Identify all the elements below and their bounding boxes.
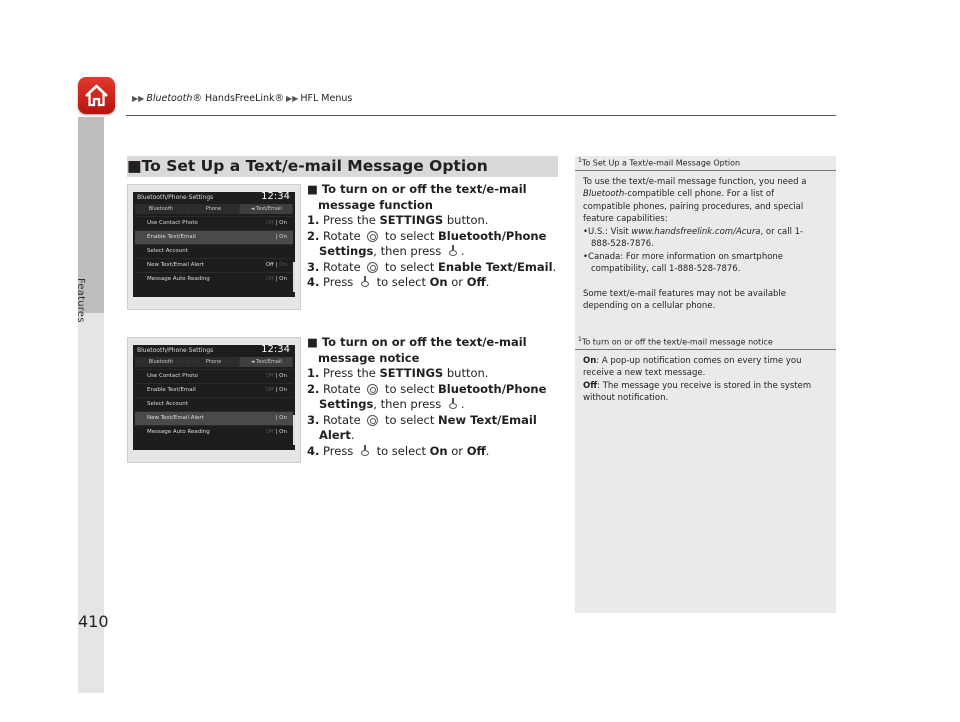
screen-row-value: | On bbox=[275, 234, 287, 240]
screen-scrollbar bbox=[293, 415, 295, 445]
note-header: $^1$To turn on or off the text/e-mail message notice bbox=[578, 336, 773, 347]
procedure-heading-cont: message notice bbox=[318, 350, 420, 365]
screen-row bbox=[135, 258, 293, 272]
note-header: $^1$To Set Up a Text/e-mail Message Option bbox=[578, 157, 741, 168]
screen-row-label: Enable Text/Email bbox=[147, 234, 196, 240]
header-divider bbox=[126, 115, 836, 116]
settings-screen-image bbox=[127, 184, 301, 310]
screen-row-label: New Text/Email Alert bbox=[147, 415, 204, 421]
screen-row bbox=[135, 272, 293, 286]
step-1: 1. Press the SETTINGS button. bbox=[307, 213, 489, 227]
rotate-knob-icon bbox=[367, 415, 378, 426]
screen-clock: 12:34 bbox=[261, 191, 290, 202]
screen-row-label: Message Auto Reading bbox=[147, 276, 210, 282]
note-text: On: A pop-up notification comes on every time you bbox=[583, 355, 802, 366]
screen-row-value: Off | On bbox=[265, 262, 287, 268]
step-4: 4. Press to select On or Off. bbox=[307, 443, 490, 458]
rotate-knob-icon bbox=[367, 384, 378, 395]
breadcrumb-arrow-icon: ▶▶ bbox=[286, 94, 299, 103]
breadcrumb-item[interactable]: ® HandsFreeLink® bbox=[192, 93, 285, 104]
screen-tabs bbox=[135, 357, 293, 367]
procedure-heading: ■ To turn on or off the text/e-mail bbox=[307, 182, 527, 196]
step-2: 2. Rotate to select Bluetooth/Phone bbox=[307, 228, 547, 243]
side-section-label: Features bbox=[75, 278, 86, 323]
procedure-text-function bbox=[307, 182, 556, 291]
screen-row bbox=[135, 369, 293, 383]
breadcrumb bbox=[130, 93, 352, 104]
step-3: 3. Rotate to select New Text/Email bbox=[307, 412, 537, 427]
note-text: Bluetooth-compatible cell phone. For a list of bbox=[583, 189, 775, 200]
step-1: 1. Press the SETTINGS button. bbox=[307, 366, 489, 380]
screen-display bbox=[133, 345, 295, 450]
screen-row-label: Use Contact Photo bbox=[147, 220, 198, 226]
note-text: To use the text/e-mail message function, you need a bbox=[583, 176, 807, 187]
note-text: Some text/e-mail features may not be available bbox=[583, 288, 787, 299]
press-knob-icon bbox=[448, 245, 458, 257]
screen-row-value: Off | On bbox=[265, 276, 287, 282]
screen-display bbox=[133, 192, 295, 297]
breadcrumb-item[interactable]: HFL Menus bbox=[300, 93, 353, 104]
screen-scrollbar bbox=[293, 262, 295, 292]
rotate-knob-icon bbox=[367, 231, 378, 242]
screen-tab: Bluetooth bbox=[135, 204, 188, 214]
screen-row bbox=[135, 425, 293, 439]
side-tab-lower bbox=[78, 313, 104, 693]
step-2: 2. Rotate to select Bluetooth/Phone bbox=[307, 381, 547, 396]
screen-row-value: Off | On bbox=[265, 429, 287, 435]
home-button[interactable] bbox=[78, 77, 115, 114]
screen-tabs bbox=[135, 204, 293, 214]
breadcrumb-arrow-icon: ▶▶ bbox=[132, 94, 145, 103]
note-text: feature capabilities: bbox=[583, 214, 668, 225]
rotate-knob-icon bbox=[367, 262, 378, 273]
screen-tab: ◄ Text/Email bbox=[240, 357, 293, 367]
procedure-heading-cont: message function bbox=[318, 197, 433, 212]
screen-tab: Phone bbox=[188, 357, 241, 367]
screen-row bbox=[135, 411, 293, 425]
note-text: receive a new text message. bbox=[583, 368, 706, 379]
screen-row bbox=[135, 244, 293, 258]
step-4: 4. Press to select On or Off. bbox=[307, 275, 490, 289]
screen-row-label: Use Contact Photo bbox=[147, 373, 198, 379]
screen-tab: ◄ Text/Email bbox=[240, 204, 293, 214]
note-body bbox=[575, 171, 836, 313]
step-2-cont: Settings, then press . bbox=[319, 397, 465, 411]
note-bullet: •U.S.: Visit www.handsfreelink.com/Acura, or call 1- bbox=[583, 226, 804, 237]
procedure-text-notice bbox=[307, 335, 546, 459]
screen-row-value: Off | On bbox=[265, 373, 287, 379]
screen-row-label: Select Account bbox=[147, 401, 188, 407]
screen-row-label: Enable Text/Email bbox=[147, 387, 196, 393]
screen-title: Bluetooth/Phone Settings bbox=[137, 194, 214, 201]
note-notice bbox=[575, 336, 836, 405]
screen-row-label: New Text/Email Alert bbox=[147, 262, 204, 268]
screen-row bbox=[135, 397, 293, 411]
note-body bbox=[575, 350, 836, 405]
note-text: depending on a cellular phone. bbox=[583, 301, 716, 312]
screen-title: Bluetooth/Phone Settings bbox=[137, 347, 214, 354]
screen-clock: 12:34 bbox=[261, 344, 290, 355]
step-3: 3. Rotate to select Enable Text/Email. bbox=[307, 259, 557, 274]
screen-row bbox=[135, 216, 293, 230]
screen-row-label: Message Auto Reading bbox=[147, 429, 210, 435]
home-icon bbox=[78, 77, 115, 114]
note-text: compatible phones, pairing procedures, and special bbox=[583, 201, 804, 212]
press-knob-icon bbox=[360, 276, 370, 288]
note-text: compatibility, call 1-888-528-7876. bbox=[591, 264, 741, 275]
screen-row bbox=[135, 230, 293, 244]
step-3-cont: Alert. bbox=[319, 428, 355, 442]
screen-row-value: Off | On bbox=[265, 387, 287, 393]
note-text: without notification. bbox=[583, 393, 669, 404]
note-text: 888-528-7876. bbox=[591, 239, 654, 250]
note-bullet: •Canada: For more information on smartphone bbox=[583, 251, 784, 262]
procedure-heading: ■ To turn on or off the text/e-mail bbox=[307, 335, 527, 349]
section-title: ■To Set Up a Text/e-mail Message Option bbox=[127, 157, 488, 175]
settings-screen-image bbox=[127, 337, 301, 463]
screen-tab: Bluetooth bbox=[135, 357, 188, 367]
step-2-cont: Settings, then press . bbox=[319, 244, 465, 258]
page-number: 410 bbox=[78, 612, 109, 631]
breadcrumb-item[interactable]: Bluetooth bbox=[146, 93, 193, 104]
press-knob-icon bbox=[448, 398, 458, 410]
screen-row-label: Select Account bbox=[147, 248, 188, 254]
note-set-up-text bbox=[575, 157, 836, 313]
press-knob-icon bbox=[360, 445, 370, 457]
screen-row-value: Off | On bbox=[265, 220, 287, 226]
screen-tab: Phone bbox=[188, 204, 241, 214]
note-text: Off: The message you receive is stored in the system bbox=[583, 380, 812, 391]
screen-row bbox=[135, 383, 293, 397]
screen-row-value: | On bbox=[275, 415, 287, 421]
